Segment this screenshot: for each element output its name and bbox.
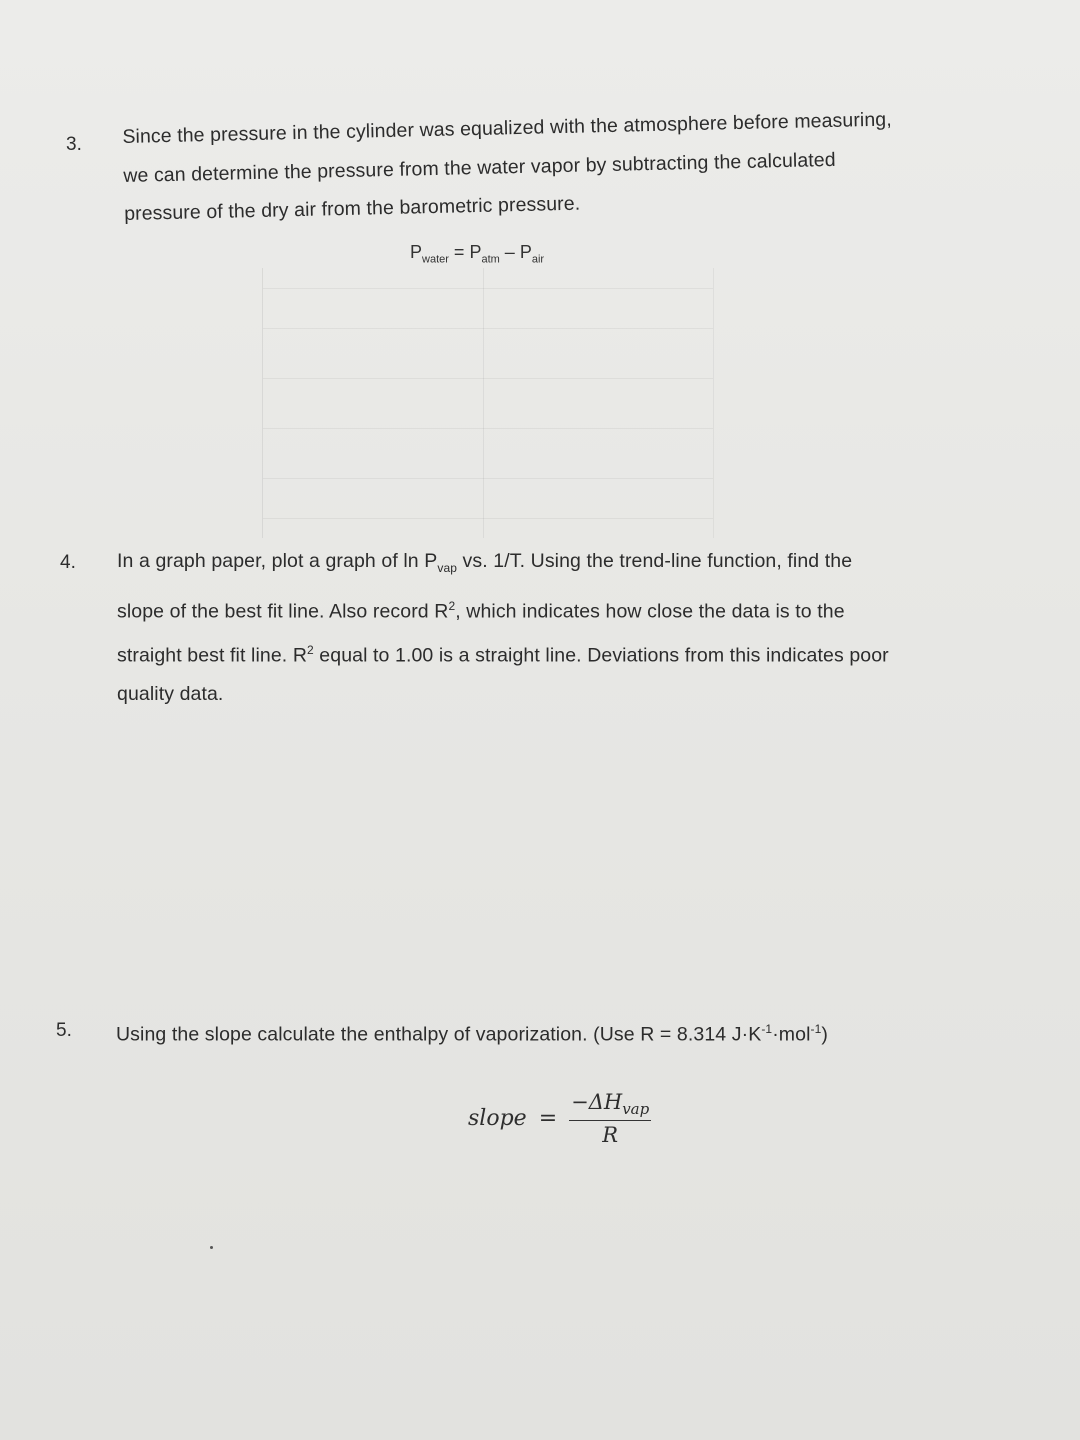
text-line: slope of the best fit line. Also record $R^2$, which indicates how close the data is to the (117, 599, 845, 623)
text-line: straight best fit line. $R^2$ equal to 1.00 is a straight line. Deviations from this indicates poor (117, 643, 889, 667)
question-number: 4. (60, 552, 76, 573)
question-text (116, 1010, 828, 1054)
text-line: quality data. (117, 683, 224, 706)
equation-lhs: slope (468, 1106, 527, 1132)
ink-dot (210, 1246, 213, 1249)
equation-equals: = (538, 1106, 558, 1132)
show-through-table (262, 268, 714, 538)
question-number: 5. (56, 1020, 72, 1041)
fraction (569, 1090, 651, 1147)
pressure-formula: $P_{water} = P_{atm} - P_{air}$ (410, 242, 545, 266)
fraction-denominator: R (602, 1123, 619, 1148)
text-line: Since the pressure in the cylinder was equalized with the atmosphere before measuring, (122, 108, 893, 148)
text-line: we can determine the pressure from the water vapor by subtracting the calculated (123, 148, 836, 187)
question-text (122, 101, 894, 234)
question-number: 3. (66, 134, 82, 155)
enthalpy-equation (468, 1090, 651, 1147)
text-line: In a graph paper, plot a graph of $\ln P_{vap}$ vs. 1/T. Using the trend-line function, find the (117, 550, 853, 575)
text-line: Using the slope calculate the enthalpy of vaporization. (Use R = 8.314 $J\cdot K^{-1}\cdot mol^{-1}$) (116, 1022, 828, 1046)
question-text (117, 542, 889, 714)
text-line: pressure of the dry air from the barometric pressure. (123, 192, 581, 225)
fraction-numerator: $-\Delta H_{vap}$ (569, 1090, 651, 1121)
